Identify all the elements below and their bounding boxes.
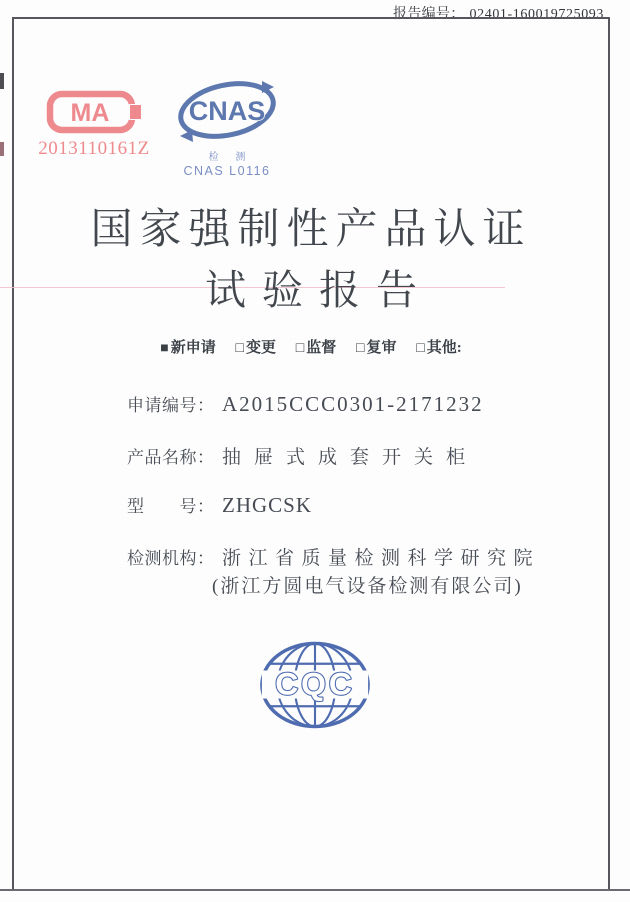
field-value: ZHGCSK xyxy=(222,493,313,517)
document-title xyxy=(12,206,610,313)
option-label: 新申请 xyxy=(170,340,216,356)
checkbox-empty-icon: □ xyxy=(416,341,425,356)
checkbox-empty-icon: □ xyxy=(356,341,365,356)
field-value: 抽屉式成套开关柜 xyxy=(222,447,479,468)
option-label: 复审 xyxy=(366,340,397,356)
field-product-name xyxy=(127,442,478,469)
checkbox-empty-icon: □ xyxy=(235,341,244,356)
title-line-1: 国家强制性产品认证 xyxy=(90,207,532,253)
cnas-letters: CNAS xyxy=(188,96,266,126)
field-value: 浙江省质量检测科学研究院 xyxy=(222,548,541,569)
cma-license-number: 2013110161Z xyxy=(38,138,150,159)
application-type-option-new xyxy=(160,340,215,356)
option-label: 其他: xyxy=(426,340,462,356)
field-label: 产品名称： xyxy=(127,448,215,467)
field-model xyxy=(127,492,312,518)
application-type-option-review xyxy=(356,340,396,356)
cqc-letters: CQC xyxy=(275,665,355,702)
cqc-logo-icon xyxy=(259,640,371,730)
cma-mark xyxy=(30,90,158,160)
option-label: 监督 xyxy=(306,340,337,356)
cqc-mark xyxy=(259,640,371,735)
cnas-caption: 检 测 xyxy=(208,152,253,163)
scan-bottom-edge-line xyxy=(0,889,630,891)
field-test-organization xyxy=(127,543,540,570)
application-type-option-change xyxy=(236,340,276,356)
field-label: 检测机构： xyxy=(127,549,215,568)
report-number-value: 02401-160019725093 xyxy=(469,7,604,22)
application-type-option-supervision xyxy=(296,340,336,356)
cnas-accreditation-number: CNAS L0116 xyxy=(183,164,271,178)
scan-artifact-edge-mark xyxy=(0,73,4,89)
field-label: 型 号： xyxy=(127,497,215,516)
checkbox-checked-icon: ■ xyxy=(160,341,169,356)
application-type-row xyxy=(12,336,610,357)
field-application-number xyxy=(127,391,484,417)
cma-logo-icon xyxy=(46,90,142,134)
option-label: 变更 xyxy=(246,340,277,356)
field-label: 申请编号： xyxy=(127,396,215,415)
field-value: A2015CCC0301-2171232 xyxy=(222,392,484,416)
cnas-mark xyxy=(170,78,284,178)
cnas-logo-icon xyxy=(176,78,278,146)
application-type-option-other xyxy=(416,340,461,356)
report-number-label: 报告编号： xyxy=(393,7,465,22)
scan-artifact-edge-mark xyxy=(0,142,4,156)
cma-letters: MA xyxy=(70,99,110,127)
checkbox-empty-icon: □ xyxy=(295,341,305,356)
title-line-2: 试验报告 xyxy=(205,267,433,314)
field-test-organization-line2: (浙江方圆电气设备检测有限公司) xyxy=(212,576,523,597)
